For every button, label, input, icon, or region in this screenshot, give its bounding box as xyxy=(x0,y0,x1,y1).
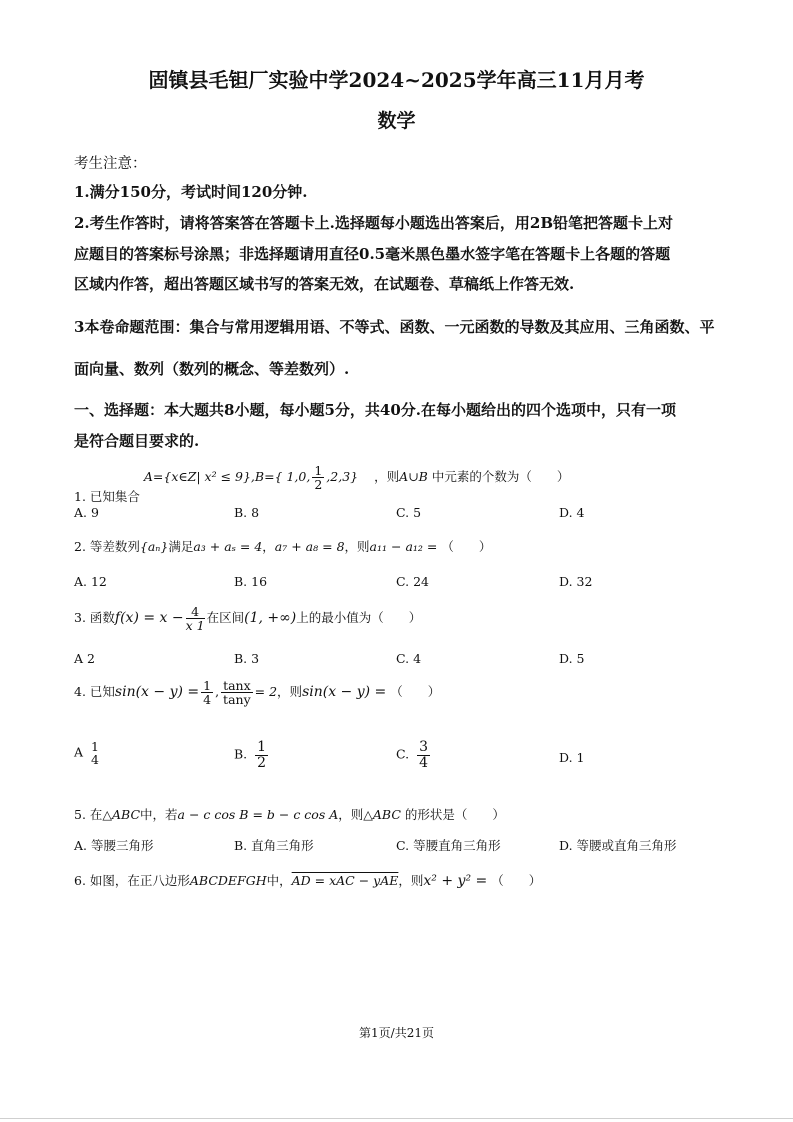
q5-option-c: C. 等腰直角三角形 xyxy=(396,838,501,853)
q6-vector-equation: AD = xAC − yAE xyxy=(291,873,399,888)
q5-triangle: △ABC xyxy=(102,807,141,822)
q1-option-a: A. 9 xyxy=(74,505,99,520)
question-3 xyxy=(74,605,421,632)
page-footer: 第1页/共21页 xyxy=(359,1026,434,1040)
q1-option-c: C. 5 xyxy=(396,505,422,520)
q3-fraction: $\frac{4}{x 1}$ xyxy=(185,604,205,634)
note-2-line-3: 区域内作答，超出答题区域书写的答案无效，在试题卷、草稿纸上作答无效. xyxy=(74,275,575,293)
q6-prefix: 6. 如图，在正八边形 xyxy=(74,873,190,888)
q6-octagon: ABCDEFGH xyxy=(189,873,267,888)
q3-in-interval: 在区间 xyxy=(206,610,245,626)
note-1: 1.满分150分，考试时间120分钟. xyxy=(74,183,308,201)
q4-fraction-1: $\frac{1}{4}$ xyxy=(203,678,212,708)
note-2-line-1: 2.考生作答时，请将答案答在答题卡上.选择题每小题选出答案后，用2B铅笔把答题卡上对 xyxy=(74,214,674,232)
q2-expression: a₁₁ − a₁₂ = xyxy=(369,539,438,554)
exam-title: 固镇县毛钽厂实验中学2024~2025学年高三11月月考 xyxy=(148,68,645,92)
q1-then: ，则 xyxy=(374,469,400,485)
q5-option-b: B. 直角三角形 xyxy=(234,838,314,853)
q3-option-a: A 2 xyxy=(74,651,95,666)
note-3-line-2: 面向量、数列（数列的概念、等差数列）. xyxy=(74,360,350,378)
q1-set: A={x∈Z| x² ≤ 9},B={ 1,0, xyxy=(143,469,311,485)
q5-triangle-2: △ABC xyxy=(363,807,401,822)
q4-option-c: C. $\frac{3}{4}$ xyxy=(396,739,429,771)
q4-suffix: （ ） xyxy=(390,684,441,700)
note-3-line-1: 3本卷命题范围：集合与常用逻辑用语、不等式、函数、一元函数的导数及其应用、三角函数、平 xyxy=(74,318,715,336)
q6-in: 中， xyxy=(266,873,292,888)
q4-expression-1: sin(x − y) = xyxy=(114,684,200,701)
q3-suffix: 上的最小值为（ ） xyxy=(296,610,422,626)
q3-option-b: B. 3 xyxy=(234,651,260,666)
note-2-line-2: 应题目的答案标号涂黑；非选择题请用直径0.5毫米黑色墨水签字笔在答题卡上各题的答题 xyxy=(74,245,671,263)
q4-expression-2: sin(x − y) = xyxy=(302,684,387,701)
q1-prefix: 1. 已知集合 xyxy=(74,489,140,505)
q4-option-b: B. $\frac{1}{2}$ xyxy=(234,739,267,771)
q6-expression: x² + y² = xyxy=(423,873,488,889)
page-bottom-divider xyxy=(0,1118,793,1119)
notes-heading: 考生注意： xyxy=(74,156,147,172)
q4-then: ，则 xyxy=(277,684,303,700)
q4-option-d: D. 1 xyxy=(559,750,585,765)
q4-equals-2: = 2 xyxy=(254,684,278,700)
q2-prefix: 2. 等差数列 xyxy=(74,539,140,554)
section-1-line-2: 是符合题目要求的. xyxy=(74,432,200,450)
question-5 xyxy=(74,805,505,823)
q1-suffix: 中元素的个数为（ ） xyxy=(431,469,570,485)
q5-suffix: 的形状是（ ） xyxy=(404,807,505,822)
q3-option-c: C. 4 xyxy=(396,651,422,666)
q1-option-b: B. 8 xyxy=(234,505,260,520)
q6-suffix: （ ） xyxy=(491,873,542,888)
q1-set-tail: ,2,3} xyxy=(326,469,359,485)
q2-sequence: {aₙ} xyxy=(139,539,169,554)
q6-then: ，则 xyxy=(398,873,424,888)
q2-option-d: D. 32 xyxy=(559,574,593,589)
q3-interval: (1, +∞) xyxy=(244,610,297,627)
q2-option-a: A. 12 xyxy=(74,574,107,589)
q4-option-a: A 1 4 xyxy=(74,739,99,768)
q2-option-c: C. 24 xyxy=(396,574,429,589)
q3-option-d: D. 5 xyxy=(559,651,585,666)
q2-satisfies: 满足 xyxy=(168,539,194,554)
q2-condition-1: a₃ + aₛ = 4 xyxy=(193,539,263,554)
q1-union: A∪B xyxy=(399,469,428,485)
q5-prefix: 5. 在 xyxy=(74,807,103,822)
q2-option-b: B. 16 xyxy=(234,574,268,589)
q4-prefix: 4. 已知 xyxy=(74,684,115,700)
q2-suffix: （ ） xyxy=(441,539,492,554)
section-1-line-1: 一、选择题：本大题共8小题，每小题5分，共40分.在每小题给出的四个选项中，只有一项 xyxy=(74,401,676,419)
q5-condition: a − c cos B = b − c cos A xyxy=(177,807,339,822)
q5-option-a: A. 等腰三角形 xyxy=(74,838,154,853)
question-6 xyxy=(74,871,541,889)
q5-option-d: D. 等腰或直角三角形 xyxy=(559,838,677,853)
question-1 xyxy=(74,463,570,505)
q2-condition-2: a₇ + a₈ = 8 xyxy=(274,539,345,554)
q1-fraction: $\frac{1}{2}$ xyxy=(314,463,323,493)
q2-then: ，则 xyxy=(344,539,370,554)
q1-option-d: D. 4 xyxy=(559,505,585,520)
q5-then: ，则 xyxy=(338,807,364,822)
exam-subject: 数学 xyxy=(377,110,416,132)
q3-function: f(x) = x − xyxy=(114,610,184,627)
q3-prefix: 3. 函数 xyxy=(74,610,115,626)
question-4: 4. 已知sin(x − y) = $\frac{1}{4}$ , $\frac{\tan x}{\tan y}$ = 2，则sin(x − y) = （ ） xyxy=(74,678,441,708)
q4-fraction-2: $\frac{\tan x}{\tan y}$ xyxy=(223,678,251,708)
question-2: 2. 等差数列{aₙ}满足a₃ + aₛ = 4，a₇ + a₈ = 8，则a₁₁ − a₁₂ = （ ） xyxy=(74,539,492,554)
q5-if: 中，若 xyxy=(140,807,178,822)
